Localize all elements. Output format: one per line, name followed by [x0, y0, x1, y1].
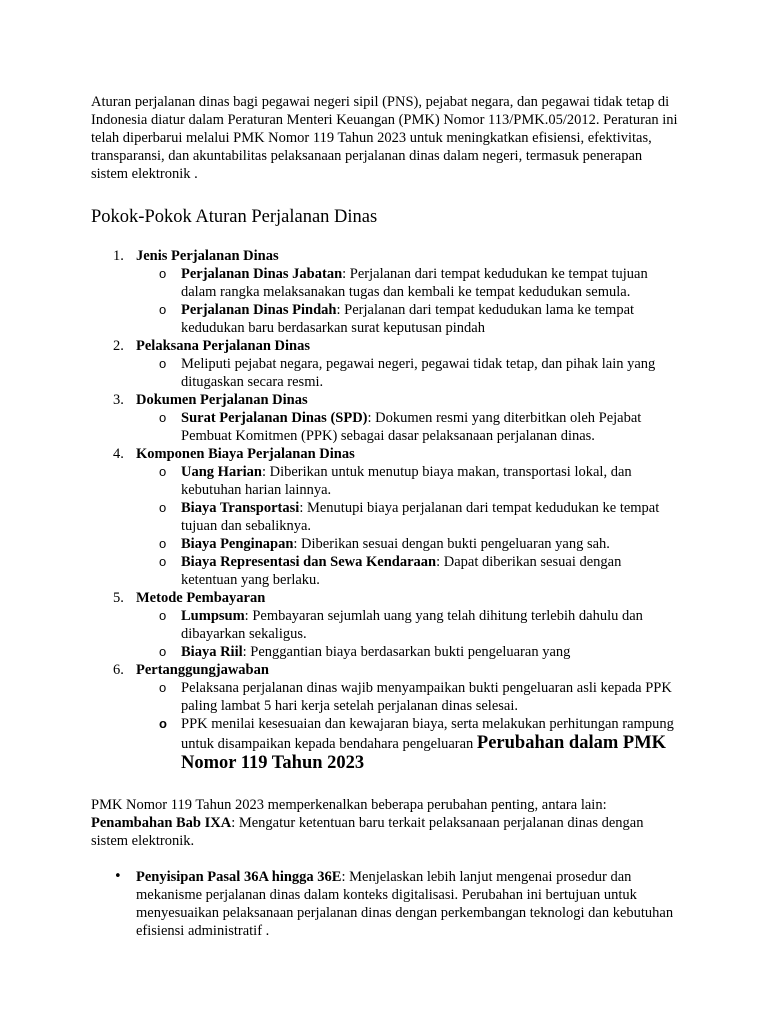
item-number: 6.: [113, 662, 124, 678]
bullet-item: [91, 868, 681, 940]
sub-item: [136, 535, 681, 553]
circle-bullet-icon: o: [159, 302, 167, 317]
sub-item-text: Pelaksana perjalanan dinas wajib menyampaikan bukti pengeluaran asli kepada PPK paling lambat 5 hari kerja setelah perjalanan dinas selesai.: [181, 680, 672, 714]
sub-item-term: Biaya Riil: [181, 644, 243, 660]
sub-item: [136, 265, 681, 301]
sub-item-text: : Dokumen resmi yang diterbitkan oleh Pejabat Pembuat Komitmen (PPK) sebagai dasar pelaksanaan perjalanan dinas.: [181, 410, 642, 444]
sub-item: [136, 679, 681, 715]
sub-item-text: : Diberikan sesuai dengan bukti pengeluaran yang sah.: [293, 536, 610, 552]
item-number: 2.: [113, 338, 124, 354]
sub-item: [136, 301, 681, 337]
item-title: Pertanggungjawaban: [136, 662, 269, 678]
item-title: Pelaksana Perjalanan Dinas: [136, 338, 311, 354]
list-item-pertanggungjawaban: [91, 661, 681, 773]
main-list: [91, 247, 681, 773]
circle-bullet-icon: o: [159, 356, 167, 371]
circle-bullet-icon: o: [159, 410, 167, 425]
circle-bullet-icon: o: [159, 464, 167, 479]
item-number: 5.: [113, 590, 124, 606]
sub-item-term: Perjalanan Dinas Jabatan: [181, 266, 343, 282]
bullet-list: [91, 868, 681, 940]
sub-item-term: Surat Perjalanan Dinas (SPD): [181, 410, 368, 426]
circle-bullet-icon: o: [159, 680, 167, 695]
changes-bab-ixa: [91, 814, 681, 850]
sub-item-text: : Diberikan untuk menutup biaya makan, transportasi lokal, dan kebutuhan harian lainnya.: [181, 464, 632, 498]
circle-bullet-icon: o: [159, 644, 167, 659]
inline-heading-perubahan: Perubahan dalam PMK Nomor 119 Tahun 2023: [181, 733, 667, 773]
circle-bullet-icon: o: [159, 266, 167, 281]
bullet-dot-icon: •: [114, 869, 122, 884]
list-item-komponen-biaya: [91, 445, 681, 589]
list-item-pelaksana: [91, 337, 681, 391]
item-number: 4.: [113, 446, 124, 462]
sub-item: [136, 607, 681, 643]
sub-item: [136, 355, 681, 391]
circle-bullet-icon: o: [159, 500, 167, 515]
bullet-item-text: : Menjelaskan lebih lanjut mengenai prosedur dan mekanisme perjalanan dinas dalam konteks digitalisasi. Perubahan ini bertujuan untuk menyesuaikan pelaksanaan perjalanan dinas dengan perkembangan teknologi dan kebutuhan efisiensi administratif .: [136, 869, 674, 939]
sub-list: [136, 355, 681, 391]
sub-item-term: Biaya Transportasi: [181, 500, 300, 516]
changes-text: : Mengatur ketentuan baru terkait pelaksanaan perjalanan dinas dengan sistem elektronik.: [91, 815, 644, 849]
item-title: Jenis Perjalanan Dinas: [136, 248, 279, 264]
sub-item-text: Meliputi pejabat negara, pegawai negeri, pegawai tidak tetap, dan pihak lain yang ditugaskan secara resmi.: [181, 356, 656, 390]
sub-item-term: Uang Harian: [181, 464, 262, 480]
sub-item: [136, 409, 681, 445]
changes-paragraph: [91, 796, 681, 850]
sub-item-term: Lumpsum: [181, 608, 245, 624]
document-page: [91, 93, 681, 940]
sub-item-text: : Dapat diberikan sesuai dengan ketentuan yang berlaku.: [181, 554, 622, 588]
item-title: Metode Pembayaran: [136, 590, 266, 606]
sub-item-term: Biaya Penginapan: [181, 536, 294, 552]
sub-item-term: Biaya Representasi dan Sewa Kendaraan: [181, 554, 437, 570]
circle-bullet-icon: o: [159, 608, 167, 623]
changes-intro-line: PMK Nomor 119 Tahun 2023 memperkenalkan beberapa perubahan penting, antara lain:: [91, 797, 607, 813]
sub-item: [136, 553, 681, 589]
list-item-dokumen: [91, 391, 681, 445]
sub-item: [136, 715, 681, 773]
intro-paragraph: Aturan perjalanan dinas bagi pegawai negeri sipil (PNS), pejabat negara, dan pegawai tidak tetap di Indonesia diatur dalam Peraturan Menteri Keuangan (PMK) Nomor 113/PMK.05/2012. Peraturan ini telah diperbarui melalui PMK Nomor 119 Tahun 2023 untuk meningkatkan efisiensi, efektivitas, transparansi, dan akuntabilitas pelaksanaan perjalanan dinas dalam negeri, termasuk penerapan sistem elektronik .: [91, 94, 678, 182]
sub-item-text: PPK menilai kesesuaian dan kewajaran biaya, serta melakukan perhitungan rampung untuk disampaikan kepada bendahara pengeluaran: [181, 716, 674, 752]
item-number: 3.: [113, 392, 124, 408]
bullet-item-term: Penyisipan Pasal 36A hingga 36E: [136, 869, 342, 885]
sub-item-text: : Perjalanan dari tempat kedudukan lama ke tempat kedudukan baru berdasarkan surat keputusan pindah: [181, 302, 635, 336]
sub-item-text: : Penggantian biaya berdasarkan bukti pengeluaran yang: [242, 644, 571, 660]
sub-list: [136, 409, 681, 445]
sub-item: [136, 643, 681, 661]
changes-term: Penambahan Bab IXA: [91, 815, 232, 831]
sub-item-text: : Perjalanan dari tempat kedudukan ke tempat tujuan dalam rangka melaksanakan tugas dan kembali ke tempat kedudukan semula.: [181, 266, 648, 300]
sub-list: [136, 607, 681, 661]
sub-item-text: : Pembayaran sejumlah uang yang telah dihitung terlebih dahulu dan dibayarkan sekaligus.: [181, 608, 643, 642]
circle-bullet-icon: o: [159, 536, 167, 551]
item-number: 1.: [113, 248, 124, 264]
circle-bullet-icon: o: [159, 554, 167, 569]
sub-list: [136, 679, 681, 773]
section-title: Pokok-Pokok Aturan Perjalanan Dinas: [91, 207, 378, 227]
list-item-metode-pembayaran: [91, 589, 681, 661]
item-title: Komponen Biaya Perjalanan Dinas: [136, 446, 355, 462]
sub-list: [136, 265, 681, 337]
sub-item-text: : Menutupi biaya perjalanan dari tempat kedudukan ke tempat tujuan dan sebaliknya.: [181, 500, 660, 534]
sub-list: [136, 463, 681, 589]
sub-item-term: Perjalanan Dinas Pindah: [181, 302, 337, 318]
list-item-jenis: [91, 247, 681, 337]
circle-bullet-icon: o: [159, 716, 167, 731]
sub-item: [136, 499, 681, 535]
item-title: Dokumen Perjalanan Dinas: [136, 392, 308, 408]
sub-item: [136, 463, 681, 499]
